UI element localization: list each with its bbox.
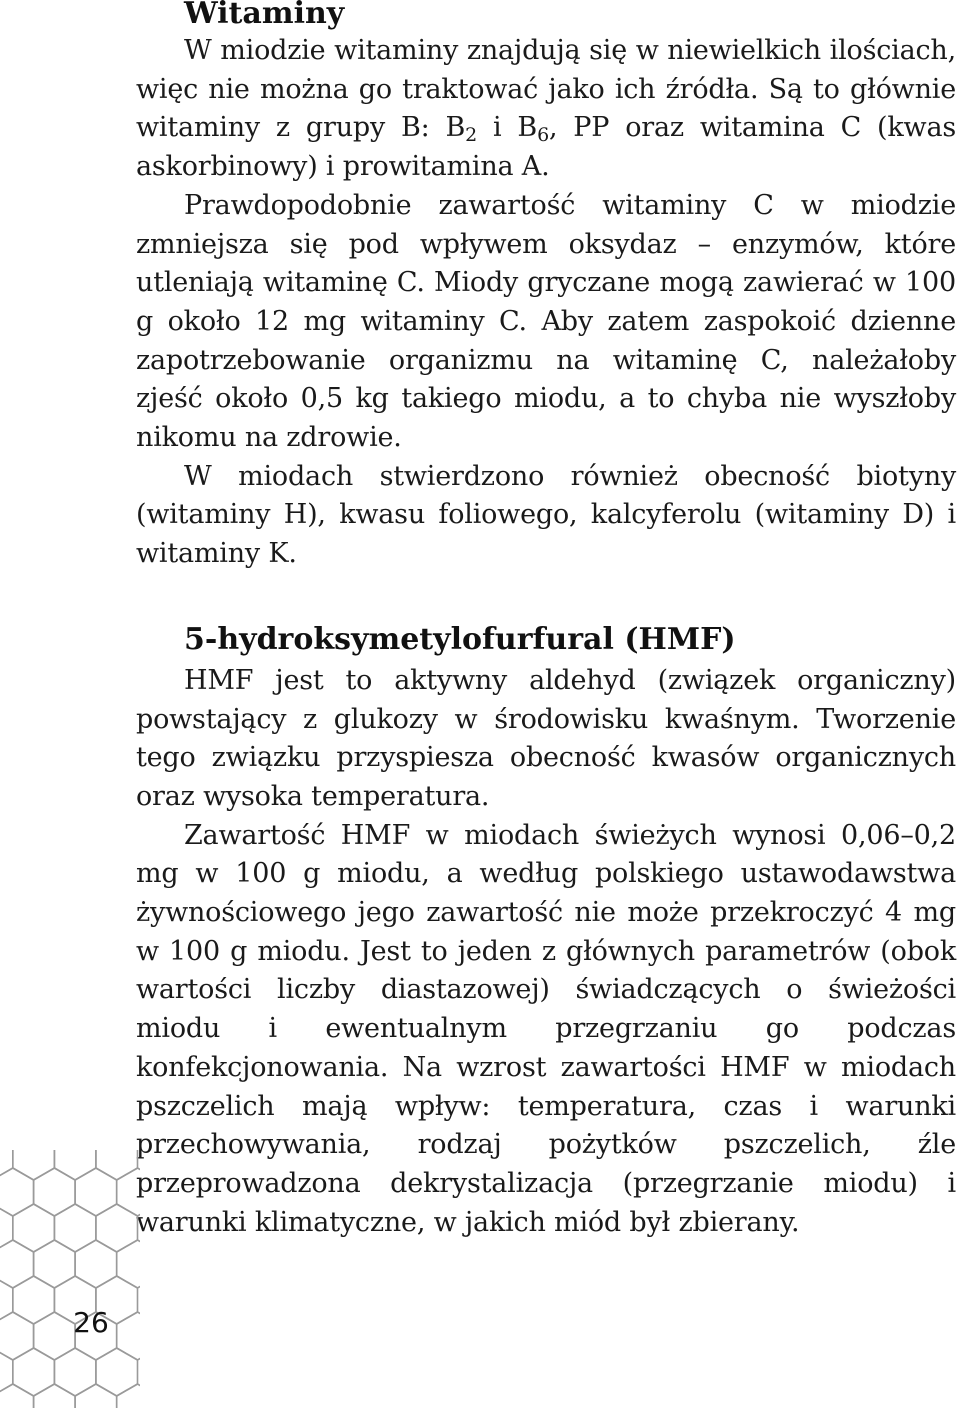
hexagon-cell xyxy=(75,1384,117,1408)
hexagon-cell xyxy=(75,1168,117,1216)
page-number: 26 xyxy=(73,1306,109,1339)
hexagon-cell xyxy=(0,1276,13,1324)
hexagon-cell xyxy=(0,1204,13,1252)
hexagon-cell xyxy=(75,1240,117,1288)
hexagon-cell xyxy=(0,1348,13,1396)
hexagon-cell xyxy=(0,1312,34,1360)
hexagon-cell xyxy=(13,1204,55,1252)
hexagon-cell xyxy=(117,1168,140,1216)
hexagon-cell xyxy=(96,1150,138,1180)
paragraph: HMF jest to aktywny aldehyd (związek organiczny) powstający z glukozy w środowisku kwaśnym. Tworzenie tego związku przyspiesza obecność kwasów organicznych oraz wysoka temperatura. xyxy=(136,664,956,812)
paragraph: W miodzie witaminy znajdują się w niewielkich ilościach, więc nie można go traktować jako ich źródła. Są to głównie witaminy z grupy B: $B_2$ i $B_6$, PP oraz witamina C (kwas askorbinowy) i prowitamina A. xyxy=(136,35,957,183)
hexagon-cell xyxy=(54,1348,96,1396)
honeycomb-pattern-icon xyxy=(0,1150,140,1408)
section-hmf xyxy=(136,622,956,1243)
hexagon-cell xyxy=(13,1348,55,1396)
hexagon-cell xyxy=(0,1168,34,1216)
hexagon-cell xyxy=(13,1276,55,1324)
hexagon-cell xyxy=(0,1240,34,1288)
hexagon-cell xyxy=(117,1240,140,1288)
hexagon-cell xyxy=(117,1312,140,1360)
hexagon-cell xyxy=(54,1204,96,1252)
subscript: 6 xyxy=(537,124,549,147)
hexagon-cell xyxy=(96,1204,138,1252)
hexagon-cell xyxy=(96,1348,138,1396)
hexagon-cell xyxy=(54,1150,96,1180)
hexagon-cell xyxy=(34,1168,76,1216)
hexagon-cell xyxy=(117,1384,140,1408)
section-title-witaminy: Witaminy xyxy=(184,0,345,31)
text-column xyxy=(136,0,956,1242)
subscript: 2 xyxy=(465,124,478,147)
paragraph: Zawartość HMF w miodach świeżych wynosi 0,06–0,2 mg w 100 g miodu, a według polskiego ustawodawstwa żywnościowego jego zawartość nie może przekroczyć 4 mg w 100 g miodu. Jest to jeden z głównych parametrów (obok wartości liczby diastazowej) świadczących o świeżości miodu i ewentualnym przegrzaniu go podczas konfekcjonowania. Na wzrost zawartości HMF w miodach pszczelich mają wpływ: temperatura, czas i warunki przechowywania, rodzaj pożytków pszczelich, źle przeprowadzona dekrystalizacja (przegrzanie miodu) i warunki klimatyczne, w jakich miód był zbierany. xyxy=(136,819,956,1238)
hexagon-cell xyxy=(34,1384,76,1408)
paragraph: Prawdopodobnie zawartość witaminy C w miodzie zmniejsza się pod wpływem oksydaz – enzymów, które utleniają witaminę C. Miody gryczane mogą zawierać w 100 g około 12 mg witaminy C. Aby zatem zaspokoić dzienne zapotrzebowanie organizmu na witaminę C, należałoby zjeść około 0,5 kg takiego miodu, a to chyba nie wyszłoby nikomu na zdrowie. xyxy=(136,189,956,454)
hexagon-cell xyxy=(34,1240,76,1288)
hexagon-cell xyxy=(0,1384,34,1408)
hexagon-cell xyxy=(13,1150,55,1180)
paragraph: W miodach stwierdzono również obecność biotyny (witaminy H), kwasu foliowego, kalcyferolu (witaminy D) i witaminy K. xyxy=(136,460,956,570)
section-title-hmf: 5-hydroksymetylofurfural (HMF) xyxy=(184,621,736,657)
hexagon-cell xyxy=(0,1150,13,1180)
section-witaminy xyxy=(136,0,956,574)
